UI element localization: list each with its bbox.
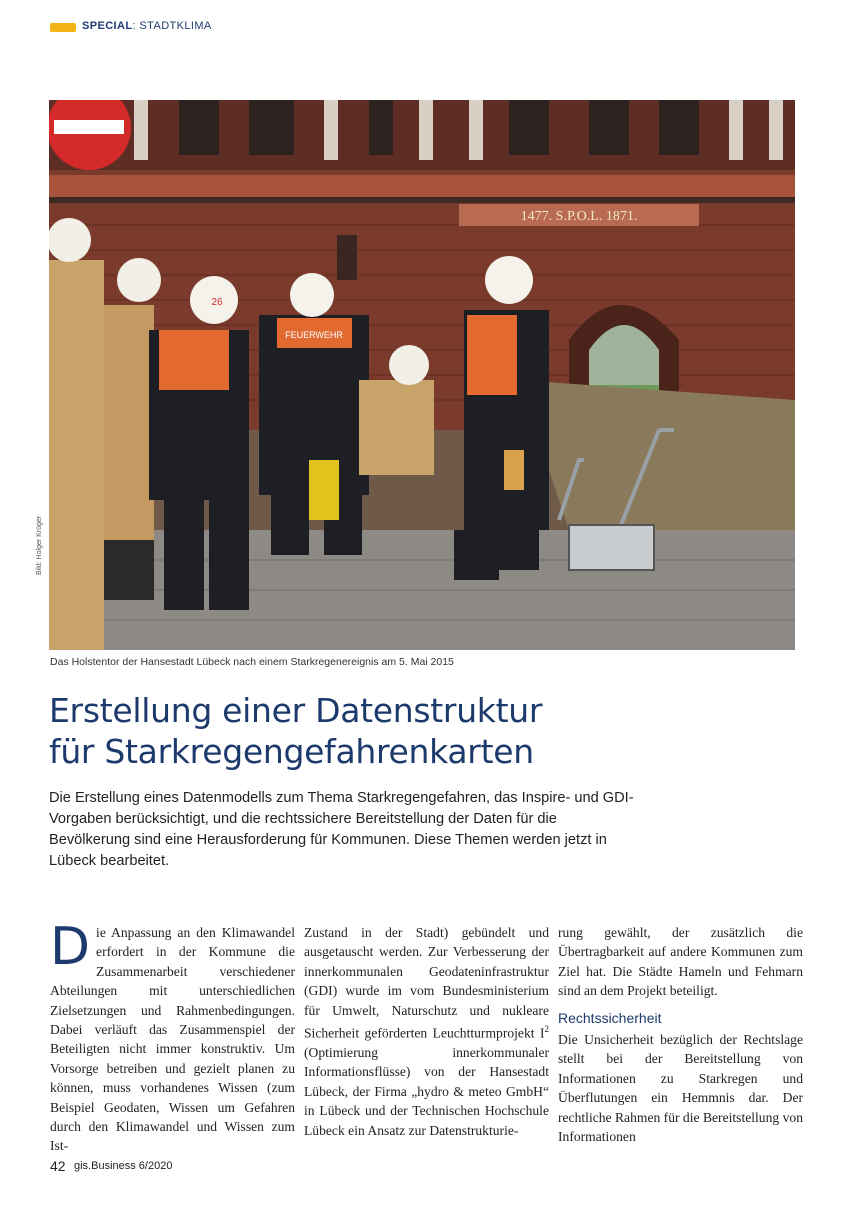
body-paragraph: Zustand in der Stadt) gebündelt und ausgetauscht werden. Zur Verbesserung der innerkommunalen Geodateninfrastruktur (GDI) wurde im vom Bundesministerium für Umwelt, Naturschutz und nukleare Sicherheit geförderten Leuchtturmprojekt $I^2$ (Optimierung innerkommunaler Informationsflüsse) von der Hansestadt Lübeck, der Firma „hydro & meteo GmbH“ in Lübeck und der Technischen Hochschule Lübeck ein Ansatz zur Datenstrukturie-	[304, 925, 549, 1138]
body-column-3	[558, 923, 803, 1146]
magazine-issue: gis.Business 6/2020	[74, 1160, 173, 1172]
title-line-2: für Starkregengefahrenkarten	[49, 732, 534, 771]
drop-cap: D	[50, 917, 91, 977]
page-number: 42	[50, 1158, 66, 1174]
body-paragraph: Die Unsicherheit bezüglich der Rechtslage stellt bei der Bereitstellung von Informationen zu Starkregen und Überflutungen ein Hemmnis dar. Der rechtliche Rahmen für die Bereitstellung von Informationen	[558, 1032, 803, 1145]
gate-inscription: 1477. S.P.O.L. 1871.	[520, 209, 638, 224]
section-marker	[50, 23, 76, 32]
subheading: Rechtssicherheit	[558, 1009, 662, 1026]
title-line-1: Erstellung einer Datenstruktur	[49, 691, 543, 730]
section-label: SPECIAL: STADTKLIMA	[82, 20, 212, 32]
photo-caption: Das Holstentor der Hansestadt Lübeck nach einem Starkregenereignis am 5. Mai 2015	[50, 656, 454, 668]
article-photo	[49, 100, 795, 650]
vest-text: FEUERWEHR	[285, 330, 343, 340]
article-title	[49, 690, 809, 772]
body-paragraph: rung gewählt, der zusätzlich die Übertragbarkeit auf andere Kommunen zum Ziel hat. Die Städte Hameln und Fehmarn sind an dem Projekt beteiligt.	[558, 925, 803, 999]
helmet-number: 26	[211, 297, 223, 308]
body-column-2	[304, 923, 549, 1140]
body-column-1	[50, 917, 295, 1156]
article-lead: Die Erstellung eines Datenmodells zum Thema Starkregengefahren, das Inspire- und GDI-Vorgaben berücksichtigt, und die rechtssichere Bereitstellung der Daten für die Bevölkerung sind eine Herausforderung für Kommunen. Diese Themen werden jetzt in Lübeck bearbeitet.	[49, 790, 634, 869]
body-paragraph: ie Anpassung an den Klimawandel erfordert in der Kommune die Zusammenarbeit verschiedener Abteilungen mit unterschiedlichen Zielsetzungen und Rahmenbedingungen. Dabei verläuft das Zusammenspiel der Beteiligten nicht immer konstruktiv. Um Vorsorge betreiben und gezielt planen zu können, muss vorhandenes Wissen (zum Beispiel Geodaten, Wissen um Gefahren durch den Klimawandel und Wissen zum Ist-	[50, 925, 295, 1154]
photo-credit: Bild: Holger Krüger	[36, 515, 43, 575]
